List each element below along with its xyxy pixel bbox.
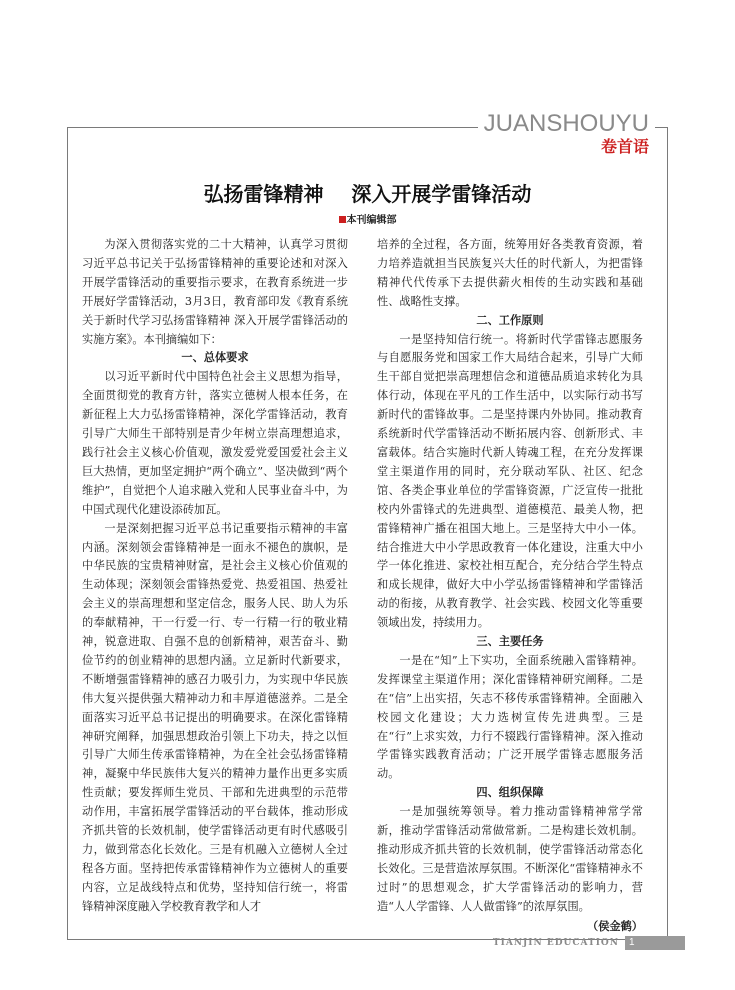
column-name-cn: 卷首语	[600, 137, 649, 156]
article-title: 弘扬雷锋精神 深入开展学雷锋活动	[203, 182, 532, 206]
section-1-paragraph-2: 一是深刻把握习近平总书记重要指示精神的丰富内涵。深刻领会雷锋精神是一面永不褪色的旗帜，是中华民族的宝贵精神财富，是社会主义核心价值观的生动体现；深刻领会雷锋热爱党、热爱祖国、热爱社会主义的崇高理想和坚定信念，服务人民、助人为乐的奉献精神，干一行爱一行、专一行精一行的敬业精神，锐意进取、自强不息的创新精神，艰苦奋斗、勤俭节约的创业精神的思想内涵。立足新时代新要求，不断增强雷锋精神的感召力吸引力，为实现中华民族伟大复兴提供强大精神动力和丰厚道德滋养。二是全面落实习近平总书记提出的明确要求。在深化雷锋精神研究阐释，加强思想政治引领上下功夫，持之以恒引导广大师生传承雷锋精神，为在全社会弘扬雷锋精神，凝聚中华民族伟大复兴的精神力量作出更多实质性贡献；要发挥师生党员、干部和先进典型的示范带动作用，丰富拓展学雷锋活动的平台载体，推动形成齐抓共管的长效机制，使学雷锋活动更有时代感吸引力，做到常态化长效化。三是有机融入立德树人全过程各方面。坚持把传承雷锋精神作为立德树人的重要内容，立足战线特点和优势，坚持知信行统一，将雷锋精神深度融入学校教育教学和人才	[82, 521, 348, 913]
page-number: 1	[625, 936, 685, 950]
page-footer	[493, 936, 685, 950]
section-heading-2: 二、工作原则	[476, 313, 544, 327]
section-2-paragraph: 一是坚持知信行统一。将新时代学雷锋志愿服务与自愿服务党和国家工作大局结合起来，引导广大师生干部自觉把崇高理想信念和道德品质追求转化为具体行动，体现在平凡的工作生活中，以实际行动书写新时代的雷锋故事。二是坚持课内外协同。推动教育系统新时代学雷锋活动不断拓展内容、创新形式、丰富载体。结合实施时代新人铸魂工程，在充分发挥课堂主渠道作用的同时，充分联动军队、社区、纪念馆、各类企事业单位的学雷锋资源，广泛宣传一批批校内外雷锋式的先进典型、道德模范、最美人物，把雷锋精神广播在祖国大地上。三是坚持大中小一体。结合推进大中小学思政教育一体化建设，注重大中小学一体化推进、家校社相互配合，充分结合学生特点和成长规律，做好大中小学弘扬雷锋精神和学雷锋活动的衔接，从教育教学、社会实践、校园文化等重要领域出发，持续用力。	[377, 332, 643, 630]
article-byline	[0, 211, 735, 226]
section-4-paragraph: 一是加强统筹领导。着力推动雷锋精神常学常新，推动学雷锋活动常做常新。二是构建长效机制。推动形成齐抓共管的长效机制，使学雷锋活动常态化长效化。三是营造浓厚氛围。不断深化“雷锋精神永不过时”的思想观念，扩大学雷锋活动的影响力，营造“人人学雷锋、人人做雷锋”的浓厚氛围。	[377, 805, 643, 913]
column-brand	[478, 112, 655, 155]
author-signature: （侯金鹤）	[587, 919, 643, 933]
section-heading-3: 三、主要任务	[476, 635, 544, 649]
magazine-name: TIANJIN EDUCATION	[492, 938, 619, 948]
intro-paragraph: 为深入贯彻落实党的二十大精神，认真学习贯彻习近平总书记关于弘扬雷锋精神的重要论述和对深入开展学雷锋活动的重要指示要求，在教育系统进一步开展好学雷锋活动，3月3日，教育部印发《教育系统关于新时代学习弘扬雷锋精神 深入开展学雷锋活动的实施方案》。本刊摘编如下：	[82, 238, 348, 346]
red-square-icon	[339, 216, 346, 223]
byline-text: 本刊编辑部	[346, 215, 397, 226]
column-name-en: JUANSHOUYU	[483, 110, 649, 137]
column-right	[377, 236, 643, 937]
section-3-paragraph: 一是在“知”上下实功，全面系统融入雷锋精神。发挥课堂主渠道作用；深化雷锋精神研究阐释。二是在“信”上出实招，矢志不移传承雷锋精神。全面融入校园文化建设；大力选树宣传先进典型。三是在“行”上求实效，力行不辍践行雷锋精神。深入推动学雷锋实践教育活动；广泛开展学雷锋志愿服务活动。	[377, 653, 643, 781]
column-left	[82, 236, 348, 917]
section-heading-4: 四、组织保障	[476, 786, 544, 800]
section-1-paragraph-2-continued: 培养的全过程，各方面，统筹用好各类教育资源，着力培养造就担当民族复兴大任的时代新人，为把雷锋精神代代传承下去提供薪火相传的生动实践和基础性、战略性支撑。	[377, 238, 643, 308]
section-heading-1: 一、总体要求	[181, 351, 249, 365]
section-1-paragraph-1: 以习近平新时代中国特色社会主义思想为指导，全面贯彻党的教育方针，落实立德树人根本任务，在新征程上大力弘扬雷锋精神，深化学雷锋活动，教育引导广大师生干部特别是青少年树立崇高理想追求，践行社会主义核心价值观，激发爱党爱国爱社会主义巨大热情，更加坚定拥护“两个确立”、坚决做到“两个维护”，自觉把个人追求融入党和人民事业奋斗中，为中国式现代化建设添砖加瓦。	[82, 370, 348, 516]
